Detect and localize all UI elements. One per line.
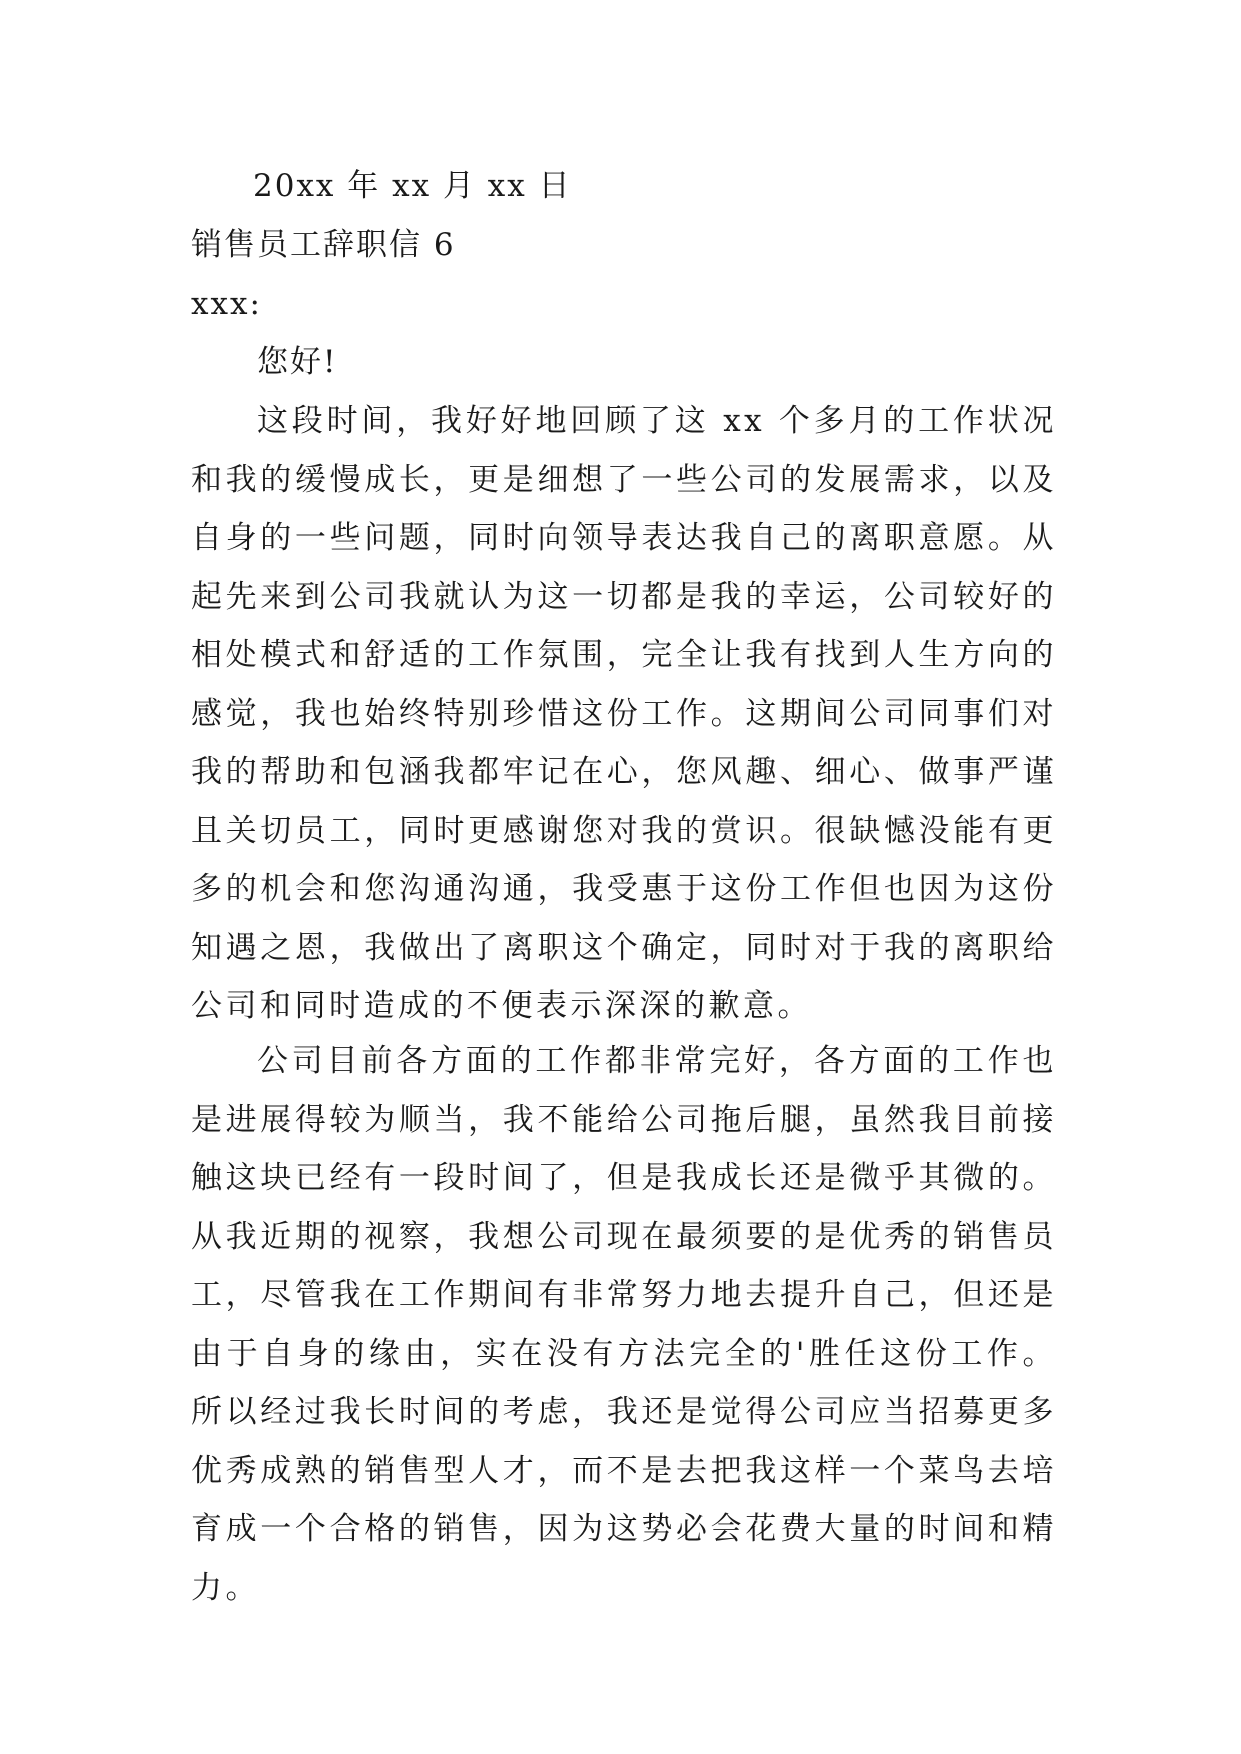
letter-title: 销售员工辞职信 6	[191, 227, 456, 263]
body-paragraph-2: 公司目前各方面的工作都非常完好，各方面的工作也是进展得较为顺当，我不能给公司拖后腿，虽然我目前接触这块已经有一段时间了，但是我成长还是微乎其微的。从我近期的视察，我想公司现在最须要的是优秀的销售员工，尽管我在工作期间有非常努力地去提升自己，但还是由于自身的缘由，实在没有方法完全的'胜任这份工作。所以经过我长时间的考虑，我还是觉得公司应当招募更多优秀成熟的销售型人才，而不是去把我这样一个菜鸟去培育成一个合格的销售，因为这势必会花费大量的时间和精力。	[191, 1043, 1057, 1606]
greeting: 您好!	[257, 344, 338, 380]
date-line: 20xx 年 xx 月 xx 日	[253, 168, 572, 204]
body-paragraph-1: 这段时间，我好好地回顾了这 xx 个多月的工作状况和我的缓慢成长，更是细想了一些公司的发展需求，以及自身的一些问题，同时向领导表达我自己的离职意愿。从起先来到公司我就认为这一切都是我的幸运，公司较好的相处模式和舒适的工作氛围，完全让我有找到人生方向的感觉，我也始终特别珍惜这份工作。这期间公司同事们对我的帮助和包涵我都牢记在心，您风趣、细心、做事严谨且关切员工，同时更感谢您对我的赏识。很缺憾没能有更多的机会和您沟通沟通，我受惠于这份工作但也因为这份知遇之恩，我做出了离职这个确定，同时对于我的离职给公司和同时造成的不便表示深深的歉意。	[191, 403, 1057, 1024]
salutation: xxx:	[191, 286, 262, 322]
